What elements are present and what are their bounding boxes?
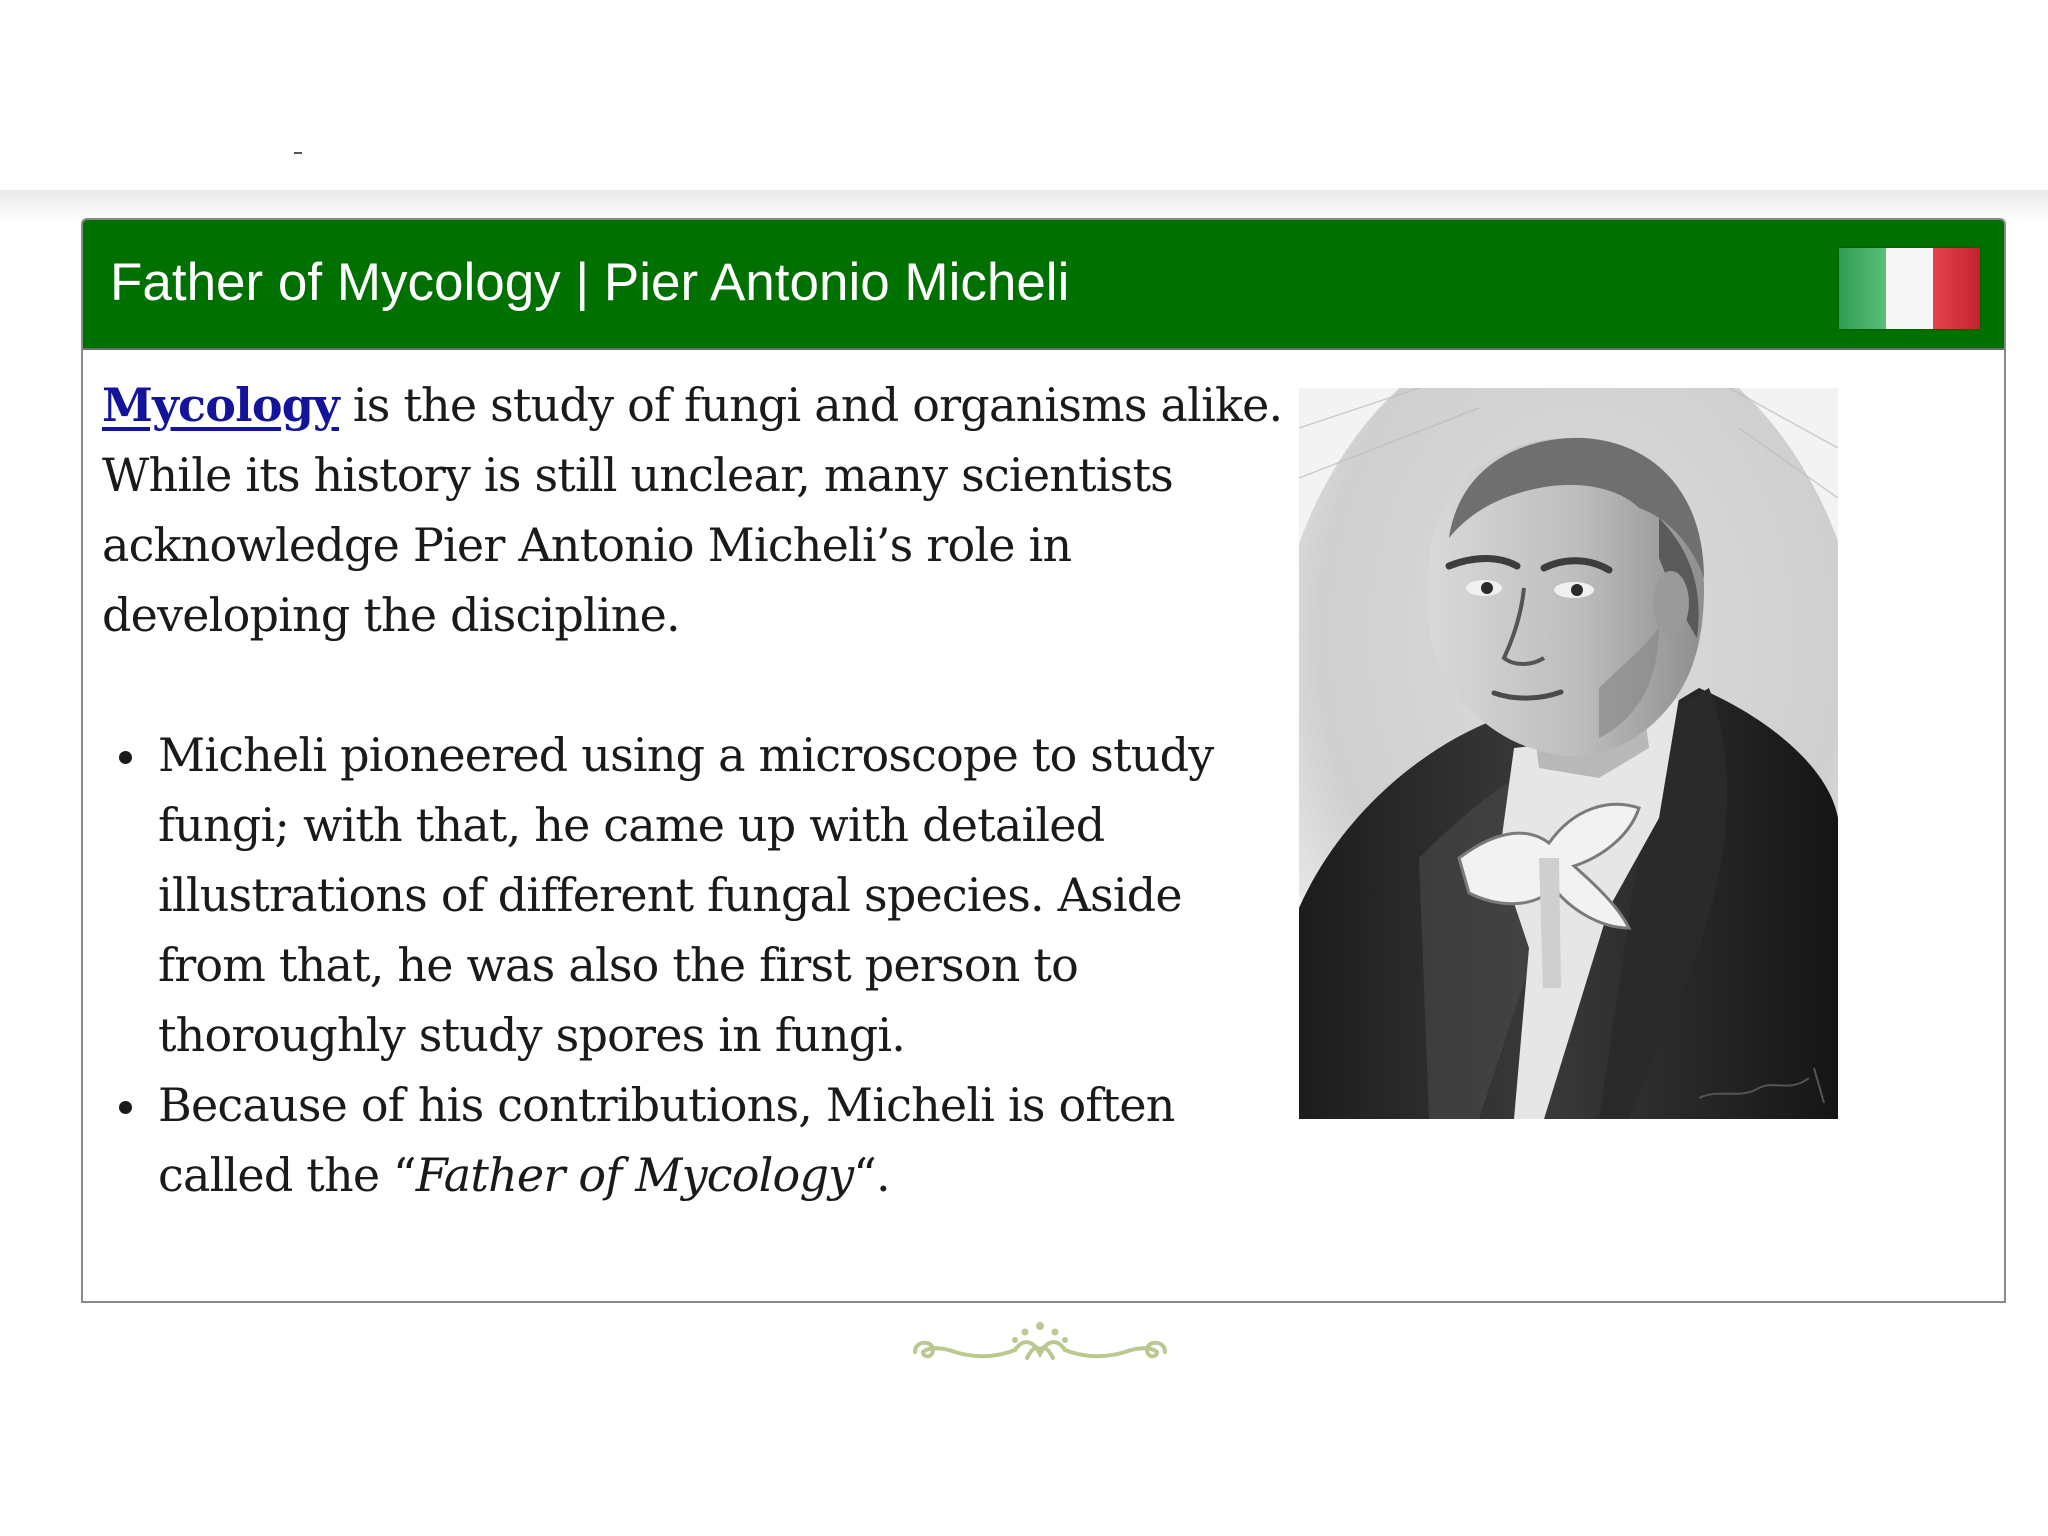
bullet-item-father: [158, 1070, 1302, 1210]
flag-green-band: [1839, 248, 1886, 329]
card-body: [102, 370, 1302, 1210]
floral-divider-icon: [905, 1318, 1175, 1374]
top-bar: [0, 0, 2048, 190]
bullet-item-microscope: Micheli pioneered using a microscope to study fungi; with that, he came up with detailed illustrations of different fungal species. Aside from that, he was also the first person to thoroughly study spores in fungi.: [158, 720, 1302, 1070]
intro-text: is the study of fungi and organisms alike. While its history is still unclear, many scientists acknowledge Pier Antonio Micheli’s role in developing the discipline.: [102, 378, 1283, 642]
card-title: Father of Mycology | Pier Antonio Micheli: [110, 253, 1070, 312]
bullet-item-father-prefix: Because of his contributions, Micheli is often called the “: [158, 1078, 1175, 1202]
card-header: [83, 220, 2004, 350]
engraved-portrait-image: [1299, 388, 1838, 1119]
flag-white-band: [1886, 248, 1933, 329]
top-bar-mark: [294, 152, 302, 154]
content-card: [81, 218, 2006, 1303]
italy-flag-icon: [1839, 248, 1980, 329]
father-of-mycology-emphasis: Father of Mycology: [415, 1148, 854, 1202]
flag-red-band: [1933, 248, 1980, 329]
intro-paragraph: [102, 370, 1302, 650]
bullet-item-father-suffix: “.: [853, 1148, 890, 1202]
bullet-list: [102, 720, 1302, 1210]
mycology-link[interactable]: Mycology: [102, 378, 339, 432]
